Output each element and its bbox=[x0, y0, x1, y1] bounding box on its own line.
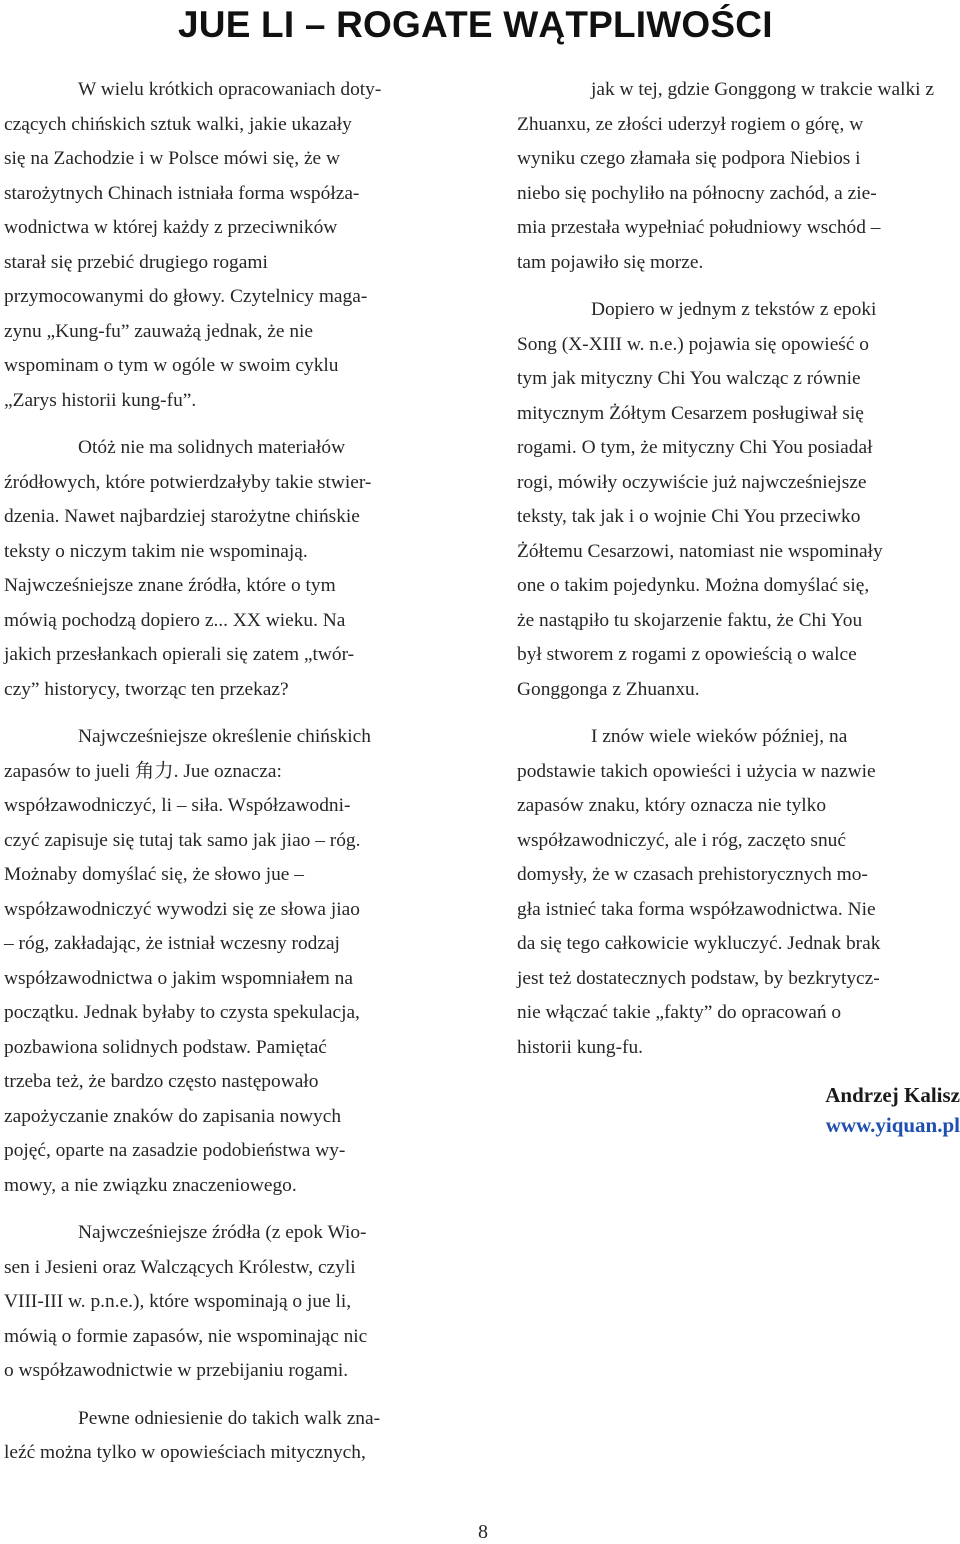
text-line: o współzawodnictwie w przebijaniu rogami. bbox=[4, 1360, 349, 1381]
paragraph bbox=[517, 293, 957, 707]
text-line: tym jak mityczny Chi You walcząc z równie bbox=[517, 368, 861, 389]
text-line: rogami. O tym, że mityczny Chi You posiadał bbox=[517, 437, 873, 458]
text-line: zynu „Kung-fu” zauważą jednak, że nie bbox=[4, 320, 314, 342]
text-line: trzeba też, że bardzo często następowało bbox=[4, 1071, 319, 1092]
text-line: gła istnieć taka forma współzawodnictwa. Nie bbox=[517, 898, 876, 920]
paragraph bbox=[4, 431, 444, 707]
text-line: jest też dostatecznych podstaw, by bezkrytycz- bbox=[517, 967, 880, 989]
text-line: „Zarys historii kung-fu”. bbox=[4, 389, 197, 411]
text-line: przymocowanymi do głowy. Czytelnicy maga- bbox=[4, 286, 368, 307]
left-column bbox=[4, 73, 444, 1471]
author-name: Andrzej Kalisz bbox=[825, 1083, 960, 1107]
text-line: podstawie takich opowieści i użycia w nazwie bbox=[517, 760, 876, 782]
text-line: współzawodniczyć, ale i róg, zaczęto snuć bbox=[517, 829, 846, 851]
text-line: Gonggonga z Zhuanxu. bbox=[517, 678, 700, 700]
text-line: Dopiero w jednym z tekstów z epoki bbox=[591, 299, 877, 320]
text-line: początku. Jednak byłaby to czysta spekulacja, bbox=[4, 1002, 360, 1023]
text-line: mówią o formie zapasów, nie wspominając nic bbox=[4, 1325, 368, 1347]
text-line: Otóż nie ma solidnych materiałów bbox=[78, 437, 346, 458]
text-line: starożytnych Chinach istniała forma współza- bbox=[4, 182, 360, 204]
paragraph-gap bbox=[4, 418, 444, 431]
paragraph-gap bbox=[517, 707, 957, 720]
text-line: współzawodniczyć, li – siła. Współzawodni- bbox=[4, 795, 351, 816]
paragraph bbox=[4, 720, 444, 1203]
text-line: Zhuanxu, ze złości uderzył rogiem o górę, w bbox=[517, 113, 864, 135]
text-line: że nastąpiło tu skojarzenie faktu, że Chi You bbox=[517, 609, 863, 631]
text-line: czyć zapisuje się tutaj tak samo jak jiao – róg. bbox=[4, 829, 361, 851]
text-line: Song (X-XIII w. n.e.) pojawia się opowieść o bbox=[517, 333, 869, 355]
text-line: źródłowych, które potwierdzałyby takie stwier- bbox=[4, 471, 372, 493]
text-line: mowy, a nie związku znaczeniowego. bbox=[4, 1174, 297, 1196]
paragraph bbox=[517, 73, 957, 280]
text-line: Najwcześniejsze źródła (z epok Wio- bbox=[78, 1222, 367, 1243]
text-line: wspominam o tym w ogóle w swoim cyklu bbox=[4, 355, 339, 376]
text-line: VIII-III w. p.n.e.), które wspominają o jue li, bbox=[4, 1291, 352, 1312]
text-line: niebo się pochyliło na północny zachód, a zie- bbox=[517, 182, 877, 204]
text-line: jakich przesłankach opierali się zatem „twór- bbox=[4, 644, 355, 665]
text-line: zapasów znaku, który oznacza nie tylko bbox=[517, 795, 827, 816]
text-line: wyniku czego złamała się podpora Niebios i bbox=[517, 148, 861, 169]
paragraph-gap bbox=[517, 280, 957, 293]
paragraph-gap bbox=[4, 1389, 444, 1402]
text-line: Najwcześniejsze określenie chińskich bbox=[78, 726, 371, 747]
text-line: dzenia. Nawet najbardziej starożytne chińskie bbox=[4, 506, 360, 527]
paragraph-gap bbox=[4, 1203, 444, 1216]
text-line: czących chińskich sztuk walki, jakie ukazały bbox=[4, 113, 352, 135]
text-line: leźć można tylko w opowieściach mitycznych, bbox=[4, 1442, 366, 1463]
text-line: się na Zachodzie i w Polsce mówi się, że w bbox=[4, 148, 341, 169]
text-line: teksty, tak jak i o wojnie Chi You przeciwko bbox=[517, 506, 861, 527]
text-line: nie włączać takie „fakty” do opracowań o bbox=[517, 1002, 842, 1023]
text-line: sen i Jesieni oraz Walczących Królestw, czyli bbox=[4, 1256, 356, 1278]
text-line: starał się przebić drugiego rogami bbox=[4, 251, 268, 273]
text-line: Najwcześniejsze znane źródła, które o tym bbox=[4, 575, 336, 596]
text-line: domysły, że w czasach prehistorycznych mo- bbox=[517, 864, 868, 885]
text-line: teksty o niczym takim nie wspominają. bbox=[4, 540, 308, 562]
text-line: one o takim pojedynku. Można domyślać się, bbox=[517, 575, 870, 596]
paragraph bbox=[517, 720, 957, 1065]
text-line: współzawodniczyć wywodzi się ze słowa jiao bbox=[4, 898, 360, 920]
text-line: Możnaby domyślać się, że słowo jue – bbox=[4, 864, 304, 885]
text-line: czy” historycy, tworząc ten przekaz? bbox=[4, 678, 289, 700]
text-line: historii kung-fu. bbox=[517, 1036, 644, 1058]
text-line: zapożyczanie znaków do zapisania nowych bbox=[4, 1105, 342, 1127]
text-line: W wielu krótkich opracowaniach doty- bbox=[78, 79, 382, 100]
text-line: mówią pochodzą dopiero z... XX wieku. Na bbox=[4, 609, 346, 631]
text-line: jak w tej, gdzie Gonggong w trakcie walki z bbox=[591, 79, 935, 100]
text-line: pojęć, oparte na zasadzie podobieństwa wy- bbox=[4, 1140, 346, 1161]
right-column bbox=[517, 73, 957, 1065]
text-line: mia przestała wypełniać południowy wschód – bbox=[517, 217, 881, 238]
paragraph bbox=[4, 1216, 444, 1389]
text-line: współzawodnictwa o jakim wspomniałem na bbox=[4, 967, 353, 989]
text-line: I znów wiele wieków później, na bbox=[591, 726, 848, 747]
text-line: mitycznym Żółtym Cesarzem posługiwał się bbox=[517, 402, 864, 424]
author-website-link[interactable]: www.yiquan.pl bbox=[825, 1113, 960, 1137]
text-line: był stworem z rogami z opowieścią o walce bbox=[517, 644, 857, 665]
text-line: pozbawiona solidnych podstaw. Pamiętać bbox=[4, 1036, 327, 1058]
text-line: da się tego całkowicie wykluczyć. Jednak brak bbox=[517, 933, 881, 954]
article-title: JUE LI – ROGATE WĄTPLIWOŚCI bbox=[178, 4, 773, 45]
text-line: tam pojawiło się morze. bbox=[517, 251, 704, 273]
text-line: Pewne odniesienie do takich walk zna- bbox=[78, 1407, 381, 1429]
signature-block bbox=[796, 1080, 960, 1140]
paragraph bbox=[4, 1402, 444, 1471]
page-number: 8 bbox=[478, 1521, 488, 1543]
text-line: wodnictwa w której każdy z przeciwników bbox=[4, 217, 338, 238]
text-line: Żółtemu Cesarzowi, natomiast nie wspominały bbox=[517, 540, 883, 562]
paragraph bbox=[4, 73, 444, 418]
text-line: – róg, zakładając, że istniał wczesny rodzaj bbox=[4, 933, 340, 954]
text-line: rogi, mówiły oczywiście już najwcześniejsze bbox=[517, 471, 867, 493]
paragraph-gap bbox=[4, 707, 444, 720]
text-line: zapasów to jueli 角力. Jue oznacza: bbox=[4, 760, 282, 782]
